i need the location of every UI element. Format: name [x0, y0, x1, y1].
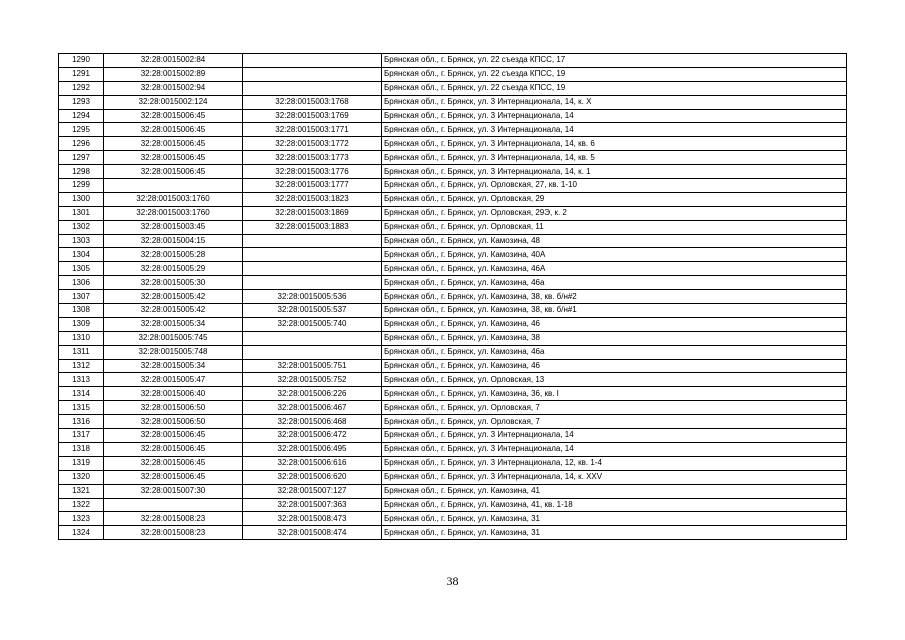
address-cell: Брянская обл., г. Брянск, ул. Орловская, 13 [382, 373, 847, 387]
table-row [59, 359, 847, 373]
object-cadastral-number-cell: 32:28:0015003:1773 [243, 151, 382, 165]
row-number-cell: 1311 [59, 345, 104, 359]
cadastral-number-cell [104, 498, 243, 512]
cadastral-number-cell: 32:28:0015006:45 [104, 151, 243, 165]
address-cell: Брянская обл., г. Брянск, ул. 3 Интернационала, 14, к. Х [382, 95, 847, 109]
address-cell: Брянская обл., г. Брянск, ул. Камозина, 46а [382, 276, 847, 290]
row-number-cell: 1305 [59, 262, 104, 276]
cadastral-number-cell: 32:28:0015002:94 [104, 81, 243, 95]
row-number-cell: 1307 [59, 290, 104, 304]
cadastral-number-cell: 32:28:0015003:1760 [104, 192, 243, 206]
cadastral-number-cell: 32:28:0015005:42 [104, 290, 243, 304]
table-row [59, 442, 847, 456]
address-cell: Брянская обл., г. Брянск, ул. Камозина, 48 [382, 234, 847, 248]
cadastral-number-cell: 32:28:0015005:34 [104, 359, 243, 373]
row-number-cell: 1292 [59, 81, 104, 95]
object-cadastral-number-cell [243, 54, 382, 68]
cadastral-number-cell: 32:28:0015005:745 [104, 331, 243, 345]
address-cell: Брянская обл., г. Брянск, ул. 3 Интернационала, 14, к. 1 [382, 165, 847, 179]
object-cadastral-number-cell [243, 248, 382, 262]
row-number-cell: 1294 [59, 109, 104, 123]
table-row [59, 415, 847, 429]
object-cadastral-number-cell: 32:28:0015006:467 [243, 401, 382, 415]
cadastral-number-cell: 32:28:0015006:45 [104, 442, 243, 456]
table-row [59, 262, 847, 276]
address-cell: Брянская обл., г. Брянск, ул. Камозина, 38, кв. б/н#1 [382, 304, 847, 318]
row-number-cell: 1318 [59, 442, 104, 456]
cadastral-number-cell: 32:28:0015006:50 [104, 401, 243, 415]
address-cell: Брянская обл., г. Брянск, ул. 3 Интернационала, 14 [382, 429, 847, 443]
object-cadastral-number-cell: 32:28:0015003:1771 [243, 123, 382, 137]
cadastral-number-cell [104, 179, 243, 193]
address-cell: Брянская обл., г. Брянск, ул. 3 Интернационала, 14 [382, 123, 847, 137]
object-cadastral-number-cell: 32:28:0015005:536 [243, 290, 382, 304]
row-number-cell: 1304 [59, 248, 104, 262]
table-row [59, 304, 847, 318]
table-row [59, 54, 847, 68]
object-cadastral-number-cell: 32:28:0015006:472 [243, 429, 382, 443]
address-cell: Брянская обл., г. Брянск, ул. Камозина, 46а [382, 345, 847, 359]
address-cell: Брянская обл., г. Брянск, ул. Орловская, 7 [382, 401, 847, 415]
table-row [59, 165, 847, 179]
row-number-cell: 1313 [59, 373, 104, 387]
object-cadastral-number-cell: 32:28:0015003:1883 [243, 220, 382, 234]
cadastral-number-cell: 32:28:0015002:124 [104, 95, 243, 109]
object-cadastral-number-cell: 32:28:0015005:752 [243, 373, 382, 387]
object-cadastral-number-cell: 32:28:0015007:127 [243, 484, 382, 498]
cadastral-number-cell: 32:28:0015006:40 [104, 387, 243, 401]
row-number-cell: 1316 [59, 415, 104, 429]
row-number-cell: 1312 [59, 359, 104, 373]
table-row [59, 276, 847, 290]
address-cell: Брянская обл., г. Брянск, ул. Камозина, 31 [382, 526, 847, 540]
row-number-cell: 1306 [59, 276, 104, 290]
row-number-cell: 1302 [59, 220, 104, 234]
row-number-cell: 1293 [59, 95, 104, 109]
object-cadastral-number-cell: 32:28:0015006:495 [243, 442, 382, 456]
object-cadastral-number-cell: 32:28:0015007:363 [243, 498, 382, 512]
cadastral-number-cell: 32:28:0015006:45 [104, 165, 243, 179]
object-cadastral-number-cell [243, 262, 382, 276]
row-number-cell: 1310 [59, 331, 104, 345]
object-cadastral-number-cell: 32:28:0015003:1768 [243, 95, 382, 109]
cadastral-table [58, 53, 847, 540]
table-row [59, 401, 847, 415]
address-cell: Брянская обл., г. Брянск, ул. 3 Интернационала, 12, кв. 1-4 [382, 456, 847, 470]
cadastral-number-cell: 32:28:0015006:45 [104, 123, 243, 137]
table-row [59, 345, 847, 359]
cadastral-number-cell: 32:28:0015003:45 [104, 220, 243, 234]
cadastral-number-cell: 32:28:0015004:15 [104, 234, 243, 248]
address-cell: Брянская обл., г. Брянск, ул. Камозина, 40А [382, 248, 847, 262]
table-row [59, 512, 847, 526]
row-number-cell: 1295 [59, 123, 104, 137]
row-number-cell: 1309 [59, 317, 104, 331]
table-row [59, 387, 847, 401]
table-row [59, 290, 847, 304]
object-cadastral-number-cell: 32:28:0015005:751 [243, 359, 382, 373]
row-number-cell: 1322 [59, 498, 104, 512]
object-cadastral-number-cell [243, 276, 382, 290]
cadastral-number-cell: 32:28:0015003:1760 [104, 206, 243, 220]
address-cell: Брянская обл., г. Брянск, ул. Орловская, 29 [382, 192, 847, 206]
address-cell: Брянская обл., г. Брянск, ул. 3 Интернационала, 14 [382, 442, 847, 456]
cadastral-number-cell: 32:28:0015005:29 [104, 262, 243, 276]
table-row [59, 67, 847, 81]
address-cell: Брянская обл., г. Брянск, ул. Камозина, 36, кв. I [382, 387, 847, 401]
row-number-cell: 1321 [59, 484, 104, 498]
row-number-cell: 1298 [59, 165, 104, 179]
cadastral-number-cell: 32:28:0015005:748 [104, 345, 243, 359]
cadastral-number-cell: 32:28:0015002:84 [104, 54, 243, 68]
cadastral-number-cell: 32:28:0015007:30 [104, 484, 243, 498]
table-row [59, 248, 847, 262]
row-number-cell: 1297 [59, 151, 104, 165]
object-cadastral-number-cell: 32:28:0015008:474 [243, 526, 382, 540]
object-cadastral-number-cell: 32:28:0015003:1776 [243, 165, 382, 179]
address-cell: Брянская обл., г. Брянск, ул. Камозина, 46 [382, 359, 847, 373]
table-row [59, 220, 847, 234]
table-row [59, 192, 847, 206]
table-row [59, 234, 847, 248]
cadastral-number-cell: 32:28:0015006:45 [104, 429, 243, 443]
address-cell: Брянская обл., г. Брянск, ул. Камозина, 41, кв. 1-18 [382, 498, 847, 512]
object-cadastral-number-cell: 32:28:0015003:1777 [243, 179, 382, 193]
object-cadastral-number-cell: 32:28:0015005:740 [243, 317, 382, 331]
object-cadastral-number-cell: 32:28:0015005:537 [243, 304, 382, 318]
row-number-cell: 1319 [59, 456, 104, 470]
document-page [58, 53, 846, 540]
object-cadastral-number-cell: 32:28:0015003:1772 [243, 137, 382, 151]
object-cadastral-number-cell [243, 67, 382, 81]
object-cadastral-number-cell [243, 331, 382, 345]
row-number-cell: 1300 [59, 192, 104, 206]
address-cell: Брянская обл., г. Брянск, ул. 3 Интернационала, 14, кв. 6 [382, 137, 847, 151]
table-row [59, 206, 847, 220]
cadastral-number-cell: 32:28:0015005:28 [104, 248, 243, 262]
table-row [59, 470, 847, 484]
table-row [59, 429, 847, 443]
row-number-cell: 1299 [59, 179, 104, 193]
object-cadastral-number-cell: 32:28:0015006:620 [243, 470, 382, 484]
address-cell: Брянская обл., г. Брянск, ул. Орловская, 29Э, к. 2 [382, 206, 847, 220]
row-number-cell: 1308 [59, 304, 104, 318]
address-cell: Брянская обл., г. Брянск, ул. Орловская, 27, кв. 1-10 [382, 179, 847, 193]
cadastral-number-cell: 32:28:0015005:34 [104, 317, 243, 331]
address-cell: Брянская обл., г. Брянск, ул. Камозина, 38, кв. б/н#2 [382, 290, 847, 304]
cadastral-number-cell: 32:28:0015006:50 [104, 415, 243, 429]
object-cadastral-number-cell: 32:28:0015006:226 [243, 387, 382, 401]
table-row [59, 179, 847, 193]
address-cell: Брянская обл., г. Брянск, ул. 22 съезда КПСС, 19 [382, 81, 847, 95]
table-row [59, 498, 847, 512]
row-number-cell: 1323 [59, 512, 104, 526]
address-cell: Брянская обл., г. Брянск, ул. Камозина, 46А [382, 262, 847, 276]
object-cadastral-number-cell: 32:28:0015003:1769 [243, 109, 382, 123]
table-row [59, 81, 847, 95]
cadastral-number-cell: 32:28:0015008:23 [104, 526, 243, 540]
object-cadastral-number-cell [243, 81, 382, 95]
table-row [59, 95, 847, 109]
row-number-cell: 1301 [59, 206, 104, 220]
cadastral-number-cell: 32:28:0015006:45 [104, 137, 243, 151]
row-number-cell: 1296 [59, 137, 104, 151]
address-cell: Брянская обл., г. Брянск, ул. Орловская, 7 [382, 415, 847, 429]
address-cell: Брянская обл., г. Брянск, ул. 3 Интернационала, 14 [382, 109, 847, 123]
cadastral-number-cell: 32:28:0015008:23 [104, 512, 243, 526]
row-number-cell: 1303 [59, 234, 104, 248]
table-body [59, 54, 847, 540]
row-number-cell: 1290 [59, 54, 104, 68]
address-cell: Брянская обл., г. Брянск, ул. Орловская, 11 [382, 220, 847, 234]
cadastral-number-cell: 32:28:0015005:42 [104, 304, 243, 318]
object-cadastral-number-cell: 32:28:0015006:468 [243, 415, 382, 429]
address-cell: Брянская обл., г. Брянск, ул. 22 съезда КПСС, 19 [382, 67, 847, 81]
address-cell: Брянская обл., г. Брянск, ул. 22 съезда КПСС, 17 [382, 54, 847, 68]
cadastral-number-cell: 32:28:0015005:30 [104, 276, 243, 290]
row-number-cell: 1315 [59, 401, 104, 415]
address-cell: Брянская обл., г. Брянск, ул. Камозина, 41 [382, 484, 847, 498]
row-number-cell: 1324 [59, 526, 104, 540]
table-row [59, 151, 847, 165]
table-row [59, 109, 847, 123]
address-cell: Брянская обл., г. Брянск, ул. Камозина, 31 [382, 512, 847, 526]
row-number-cell: 1320 [59, 470, 104, 484]
cadastral-number-cell: 32:28:0015002:89 [104, 67, 243, 81]
row-number-cell: 1314 [59, 387, 104, 401]
cadastral-number-cell: 32:28:0015005:47 [104, 373, 243, 387]
table-row [59, 484, 847, 498]
object-cadastral-number-cell: 32:28:0015008:473 [243, 512, 382, 526]
cadastral-number-cell: 32:28:0015006:45 [104, 456, 243, 470]
page-number: 38 [446, 574, 459, 588]
object-cadastral-number-cell: 32:28:0015006:616 [243, 456, 382, 470]
table-row [59, 123, 847, 137]
object-cadastral-number-cell [243, 345, 382, 359]
table-row [59, 137, 847, 151]
row-number-cell: 1317 [59, 429, 104, 443]
table-row [59, 373, 847, 387]
table-row [59, 317, 847, 331]
address-cell: Брянская обл., г. Брянск, ул. Камозина, 46 [382, 317, 847, 331]
table-row [59, 456, 847, 470]
object-cadastral-number-cell [243, 234, 382, 248]
address-cell: Брянская обл., г. Брянск, ул. Камозина, 38 [382, 331, 847, 345]
object-cadastral-number-cell: 32:28:0015003:1823 [243, 192, 382, 206]
row-number-cell: 1291 [59, 67, 104, 81]
object-cadastral-number-cell: 32:28:0015003:1869 [243, 206, 382, 220]
cadastral-number-cell: 32:28:0015006:45 [104, 109, 243, 123]
table-row [59, 526, 847, 540]
cadastral-number-cell: 32:28:0015006:45 [104, 470, 243, 484]
address-cell: Брянская обл., г. Брянск, ул. 3 Интернационала, 14, к. XXV [382, 470, 847, 484]
address-cell: Брянская обл., г. Брянск, ул. 3 Интернационала, 14, кв. 5 [382, 151, 847, 165]
table-row [59, 331, 847, 345]
